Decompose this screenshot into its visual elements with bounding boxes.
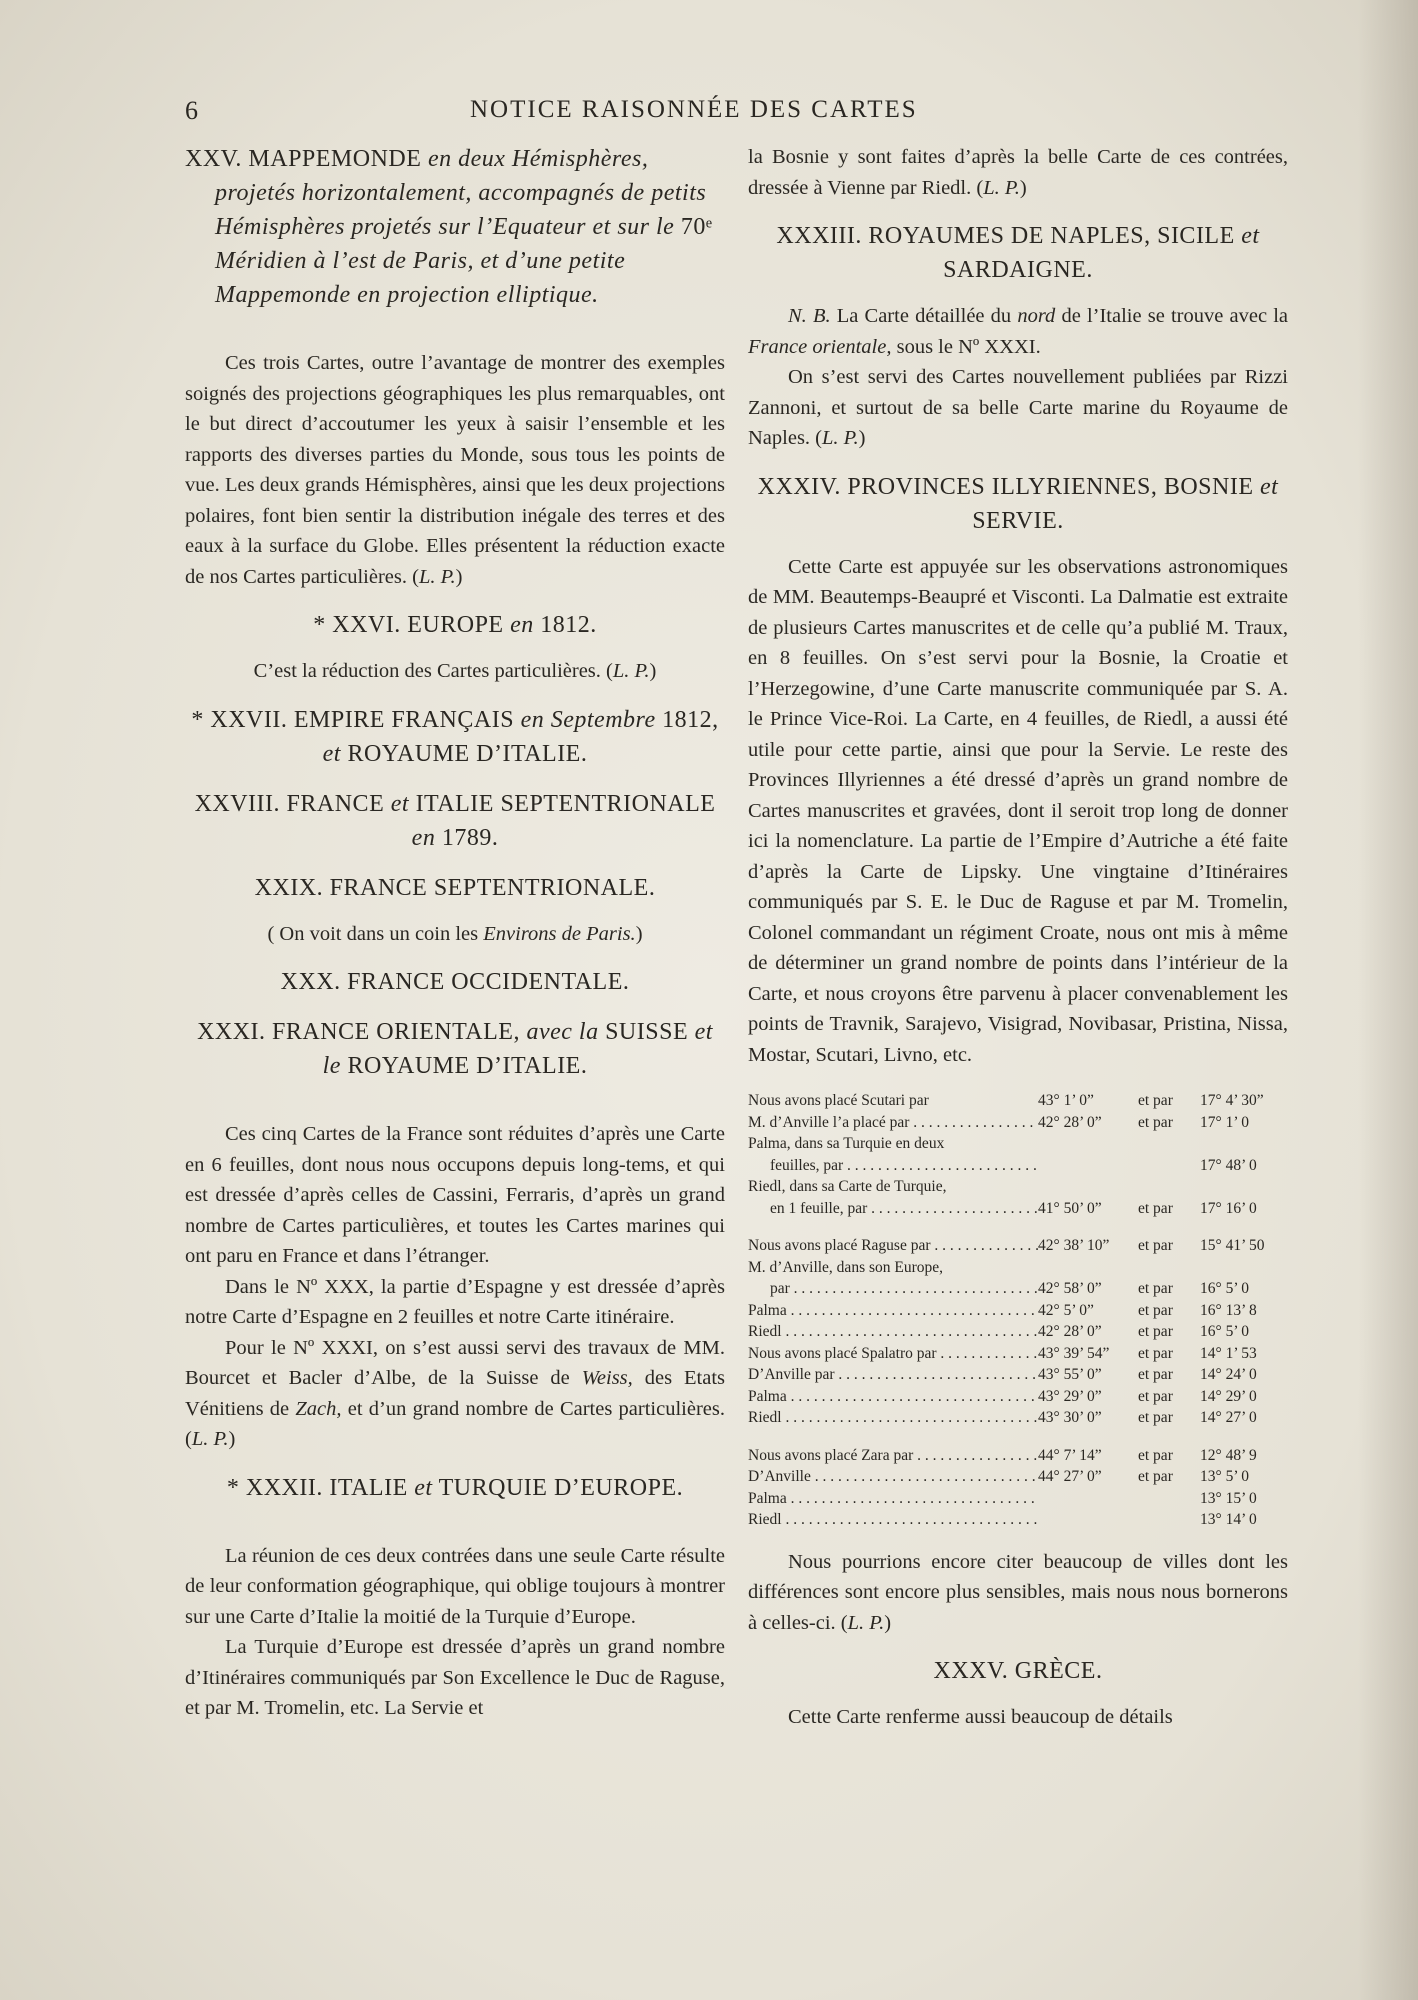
heading-text: 70ᵉ (680, 214, 713, 240)
table-row (748, 1257, 1288, 1279)
paragraph (185, 1541, 725, 1633)
table-row (748, 1112, 1288, 1134)
et-par: et par (1138, 1237, 1173, 1254)
paragraph-text: nord (1017, 305, 1056, 327)
row-label: Riedl . . . (748, 1321, 1038, 1343)
table-row (748, 1364, 1288, 1386)
row-label: Nous avons placé Zara par . . . (748, 1445, 1038, 1467)
paragraph (748, 1702, 1288, 1733)
heading-text: SARDAIGNE. (943, 257, 1093, 283)
paragraph-text: Zach, (295, 1397, 342, 1420)
latitude: 42° 28’ 0” (1038, 1323, 1102, 1340)
heading-text: 1812, (655, 706, 719, 733)
latitude (1038, 1133, 1138, 1155)
table-row (748, 1235, 1288, 1257)
heading-text: XXV. MAPPEMONDE (185, 146, 428, 172)
row-label: Riedl . . . (748, 1407, 1038, 1429)
longitude: 13° 15’ 0 (1200, 1489, 1257, 1507)
section-heading (748, 470, 1288, 538)
paragraph (748, 1547, 1288, 1639)
longitude: 17° 4’ 30” (1200, 1092, 1264, 1109)
section-heading (185, 787, 725, 855)
paragraph (185, 656, 725, 687)
latitude: 42° 28’ 0” (1038, 1113, 1102, 1131)
paragraph-text: L. P. (822, 427, 859, 449)
table-row (748, 1321, 1288, 1343)
paragraph-text: ) (635, 922, 643, 945)
row-label: M. d’Anville l’a placé par . . . (748, 1112, 1038, 1134)
longitude: 13° 14’ 0 (1200, 1511, 1257, 1528)
paragraph-text: Nous pourrions encore citer beaucoup de villes dont les différences sont encore plus sensibles, mais nous nous bornerons à celles-ci. ( (748, 1550, 1288, 1634)
et-par: et par (1138, 1301, 1173, 1319)
row-label: Nous avons placé Scutari par (748, 1092, 929, 1109)
longitude: 17° 48’ 0 (1200, 1156, 1257, 1174)
heading-text: en (510, 612, 534, 638)
paragraph (748, 362, 1288, 454)
latitude (1038, 1509, 1138, 1531)
heading-text: XXIX. FRANCE SEPTENTRIONALE. (254, 874, 656, 901)
heading-text: en Septembre (520, 706, 656, 733)
et-par: et par (1138, 1113, 1173, 1131)
et-par: et par (1138, 1446, 1173, 1464)
section-heading (748, 1654, 1288, 1688)
paragraph-text: Pour le Nº XXXI, on s’est aussi servi des travaux de MM. Bourcet et Bacler d’Albe, de la Suisse de (185, 1336, 725, 1389)
heading-text: XXXI. FRANCE ORIENTALE, (197, 1019, 527, 1045)
row-label: par . . . (748, 1278, 1038, 1300)
paragraph-text: L. P. (191, 1428, 229, 1450)
latitude: 44° 7’ 14” (1038, 1446, 1102, 1464)
longitude: 15° 41’ 50 (1200, 1237, 1265, 1254)
et-par (1138, 1257, 1200, 1279)
heading-text: XXXIV. PROVINCES ILLYRIENNES, BOSNIE (757, 473, 1260, 500)
heading-text: et (322, 740, 341, 767)
paragraph-text: des Etats Vénitiens de (185, 1367, 725, 1420)
heading-text: XXXIII. ROYAUMES DE NAPLES, SICILE (776, 223, 1242, 249)
row-label: D’Anville . . . (748, 1466, 1038, 1488)
heading-text: en (411, 824, 436, 851)
row-label: Palma . . . (748, 1300, 1038, 1322)
latitude: 43° 39’ 54” (1038, 1344, 1110, 1362)
row-label: Nous avons placé Raguse par . . . (748, 1235, 1038, 1257)
longitude: 14° 1’ 53 (1200, 1344, 1257, 1362)
paragraph-text: ) (858, 427, 866, 449)
paragraph-text: La Carte détaillée du (830, 305, 1018, 327)
page-edge-shadow (1358, 0, 1418, 2000)
paragraph-text: C’est la réduction des Cartes particulières. ( (253, 660, 613, 682)
paragraph-text: Ces trois Cartes, outre l’avantage de montrer des exemples soignés des projections géographiques les plus remarquables, ont le but direct d’accoutumer les yeux à saisir l’ensemble et les rapports des diverses parties du Monde, sous tous les points de vue. Les deux grands Hémisphères, ainsi que les deux projections polaires, font bien sentir la distribution inégale des terres et des eaux à la surface du Globe. Elles présentent la réduction exacte de nos Cartes particulières. ( (185, 352, 725, 588)
row-label: Palma . . . (748, 1488, 1038, 1510)
latitude: 42° 5’ 0” (1038, 1301, 1094, 1319)
left-column (185, 142, 725, 1724)
spacer (185, 1097, 725, 1119)
section-heading (185, 1471, 725, 1505)
et-par: et par (1138, 1366, 1173, 1383)
section-heading (185, 871, 725, 905)
heading-text: XXX. FRANCE OCCIDENTALE. (280, 969, 630, 995)
paragraph-text: ) (884, 1611, 892, 1634)
paragraph-text: ) (228, 1428, 236, 1450)
paragraph-text: Dans le Nº XXX, la partie d’Espagne y est dressée d’après notre Carte d’Espagne en 2 feuilles et notre Carte itinéraire. (185, 1275, 725, 1328)
table-row (748, 1090, 1288, 1112)
table-row (748, 1133, 1288, 1155)
et-par (1138, 1488, 1200, 1510)
paragraph-text: L. P. (983, 176, 1020, 199)
paragraph-text: Weiss, (581, 1367, 633, 1389)
heading-text: et (1241, 223, 1260, 249)
heading-text: Méridien à l’est de Paris, et d’une petite Mappemonde en projection elliptique. (215, 248, 626, 308)
latitude (1038, 1176, 1138, 1198)
row-label: Riedl, dans sa Carte de Turquie, (748, 1178, 947, 1195)
heading-text: * XXXII. ITALIE (226, 1474, 415, 1501)
heading-text: avec la (526, 1019, 599, 1045)
paragraph-text: la Bosnie y sont faites d’après la belle Carte de ces contrées, dressée à Vienne par Riedl. ( (748, 146, 1288, 199)
paragraph-text: sous le Nº XXXI. (891, 335, 1041, 358)
paragraph-text: La Turquie d’Europe est dressée d’après un grand nombre d’Itinéraires communiqués par Son Excellence le Duc de Raguse, et par M. Tromelin, etc. La Servie et (185, 1636, 725, 1719)
heading-text: 1789. (435, 824, 499, 851)
table-row (748, 1509, 1288, 1531)
table-row (748, 1407, 1288, 1429)
row-label: Nous avons placé Spalatro par . . . (748, 1343, 1038, 1365)
paragraph-text: ) (1019, 176, 1027, 199)
table-group (748, 1445, 1288, 1531)
paragraph-text: N. B. (788, 305, 831, 327)
section-heading (185, 703, 725, 771)
paragraph (185, 1119, 725, 1272)
heading-text: et (1260, 473, 1279, 500)
paragraph-text: L. P. (847, 1611, 885, 1634)
heading-text: XXXV. GRÈCE. (933, 1658, 1103, 1684)
longitude: 13° 5’ 0 (1200, 1468, 1249, 1485)
heading-text: ITALIE SEPTENTRIONALE (409, 790, 716, 817)
heading-text: * XXVII. EMPIRE FRANÇAIS (191, 706, 521, 733)
section-heading (185, 608, 725, 642)
paragraph-text: ( On voit dans un coin les (267, 922, 484, 945)
paragraph-text: Environs de Paris. (483, 922, 636, 945)
row-label: en 1 feuille, par . . . (748, 1198, 1038, 1220)
table-group (748, 1090, 1288, 1219)
table-row (748, 1176, 1288, 1198)
latitude: 44° 27’ 0” (1038, 1468, 1102, 1485)
latitude: 43° 29’ 0” (1038, 1387, 1102, 1405)
heading-text: ROYAUME D’ITALIE. (340, 1053, 588, 1079)
heading-text: * XXVI. EUROPE (313, 612, 511, 638)
table-row (748, 1198, 1288, 1220)
et-par (1138, 1133, 1200, 1155)
paragraph-text: L. P. (612, 660, 650, 682)
row-label: Riedl . . . (748, 1509, 1038, 1531)
latitude (1038, 1488, 1138, 1510)
paragraph (748, 301, 1288, 362)
heading-text: et (390, 790, 410, 817)
paragraph-text: ) (649, 660, 657, 682)
running-title: NOTICE RAISONNÉE DES CARTES (470, 96, 918, 123)
heading-text: en deux Hémisphères, projetés horizontalement, accompagnés de petits Hémisphères projetés sur l’Equateur et sur le (215, 146, 707, 240)
et-par: et par (1138, 1199, 1173, 1217)
paragraph-text: Cette Carte est appuyée sur les observations astronomiques de MM. Beautemps-Beaupré et Visconti. La Dalmatie est extraite de plusieurs Cartes manuscrites et de celle qu’a publié M. Traux, en 8 feuilles. On s’est servi pour la Bosnie, la Croatie et l’Herzegowine, d’une Carte manuscrite communiquée par S. A. le Prince Vice-Roi. La Carte, en 4 feuilles, de Riedl, a aussi été utile pour cette partie, ainsi que pour la Servie. Le reste des Provinces Illyriennes a été dressé d’après un grand nombre de Cartes manuscrites et gravées, dont il seroit trop long de donner ici la nomenclature. La partie de l’Empire d’Autriche a été faite d’après la Carte de Lipsky. Une vingtaine d’Itinéraires communiqués par S. E. le Duc de Raguse et par M. Tromelin, Colonel commandant un régiment Croate, nous ont mis à même de déterminer un grand nombre de points dans l’intérieur de la Carte, et nous croyons être parvenu à placer convenablement les points de Travnik, Sarajevo, Visigrad, Novibasar, Pristina, Nissa, Mostar, Scutari, Livno, etc. (748, 555, 1288, 1066)
et-par: et par (1138, 1409, 1173, 1426)
positions-table (748, 1090, 1288, 1531)
paragraph (748, 142, 1288, 203)
latitude (1038, 1155, 1138, 1177)
heading-text: TURQUIE D’EUROPE. (432, 1474, 684, 1501)
page-number: 6 (185, 96, 198, 125)
heading-text: et (414, 1474, 433, 1501)
et-par: et par (1138, 1344, 1173, 1362)
latitude: 41° 50’ 0” (1038, 1199, 1102, 1217)
paragraph-text: France orientale, (748, 335, 892, 358)
heading-text: SERVIE. (972, 507, 1064, 534)
table-row (748, 1466, 1288, 1488)
et-par: et par (1138, 1387, 1173, 1405)
heading-text: XXVIII. FRANCE (194, 790, 391, 817)
spacer (185, 326, 725, 348)
longitude: 17° 1’ 0 (1200, 1113, 1249, 1131)
paragraph-text: L. P. (418, 565, 456, 588)
et-par: et par (1138, 1323, 1173, 1340)
latitude: 43° 30’ 0” (1038, 1409, 1102, 1426)
longitude: 16° 13’ 8 (1200, 1301, 1257, 1319)
latitude: 42° 38’ 10” (1038, 1237, 1110, 1254)
table-row (748, 1386, 1288, 1408)
longitude: 16° 5’ 0 (1200, 1280, 1249, 1297)
section-heading (185, 1015, 725, 1083)
paragraph-text: de l’Italie se trouve avec la (1055, 305, 1288, 327)
paragraph (185, 348, 725, 592)
latitude (1038, 1257, 1138, 1279)
latitude: 43° 55’ 0” (1038, 1366, 1102, 1383)
table-row (748, 1155, 1288, 1177)
table-row (748, 1300, 1288, 1322)
paragraph-text: On s’est servi des Cartes nouvellement publiées par Rizzi Zannoni, et surtout de sa belle Carte marine du Royaume de Naples. ( (748, 366, 1288, 449)
et-par: et par (1138, 1468, 1173, 1485)
heading-text: 1812. (533, 612, 597, 638)
paragraph-text: et d’un grand nombre de Cartes particulières. ( (185, 1397, 725, 1450)
heading-text: SUISSE (598, 1019, 695, 1045)
paragraph (748, 552, 1288, 1071)
et-par: et par (1138, 1092, 1173, 1109)
paragraph-text: La réunion de ces deux contrées dans une seule Carte résulte de leur conformation géographique, qui oblige toujours à montrer sur une Carte d’Italie la moitié de la Turquie d’Europe. (185, 1544, 725, 1628)
et-par: et par (1138, 1280, 1173, 1297)
table-row (748, 1278, 1288, 1300)
right-column (748, 142, 1288, 1733)
table-row (748, 1488, 1288, 1510)
paragraph-text: Ces cinq Cartes de la France sont réduites d’après une Carte en 6 feuilles, dont nous nous occupons depuis long-tems, et qui est dressée d’après celles de Cassini, Ferraris, d’après un grand nombre de Cartes particulières, et toutes les Cartes marines qui ont paru en France et dans l’étranger. (185, 1123, 725, 1267)
longitude: 14° 24’ 0 (1200, 1366, 1257, 1383)
paragraph (185, 919, 725, 950)
paragraph-text: ) (455, 565, 463, 588)
longitude: 17° 16’ 0 (1200, 1199, 1257, 1217)
latitude: 43° 1’ 0” (1038, 1092, 1094, 1109)
paragraph-text: Cette Carte renferme aussi beaucoup de détails (788, 1706, 1173, 1728)
heading-text: ROYAUME D’ITALIE. (340, 740, 588, 767)
row-label: feuilles, par . . . (748, 1155, 1038, 1177)
row-label: Palma . . . (748, 1386, 1038, 1408)
table-group (748, 1235, 1288, 1429)
paragraph (185, 1632, 725, 1724)
row-label: M. d’Anville, dans son Europe, (748, 1258, 944, 1276)
running-head (185, 96, 1290, 128)
longitude (1200, 1257, 1288, 1279)
paragraph (185, 1333, 725, 1455)
row-label: D’Anville par . . . (748, 1364, 1038, 1386)
longitude: 12° 48’ 9 (1200, 1446, 1257, 1464)
longitude: 14° 27’ 0 (1200, 1409, 1257, 1426)
table-row (748, 1343, 1288, 1365)
longitude (1200, 1133, 1288, 1155)
paragraph (185, 1272, 725, 1333)
section-heading (185, 142, 725, 312)
heading-text: et le (322, 1019, 713, 1079)
et-par (1138, 1155, 1200, 1177)
latitude: 42° 58’ 0” (1038, 1280, 1102, 1297)
section-heading (185, 965, 725, 999)
spacer (185, 1519, 725, 1541)
table-row (748, 1445, 1288, 1467)
et-par (1138, 1509, 1200, 1531)
row-label: Palma, dans sa Turquie en deux (748, 1135, 945, 1152)
longitude: 16° 5’ 0 (1200, 1323, 1249, 1340)
longitude: 14° 29’ 0 (1200, 1387, 1257, 1405)
section-heading (748, 219, 1288, 287)
longitude (1200, 1176, 1288, 1198)
et-par (1138, 1176, 1200, 1198)
